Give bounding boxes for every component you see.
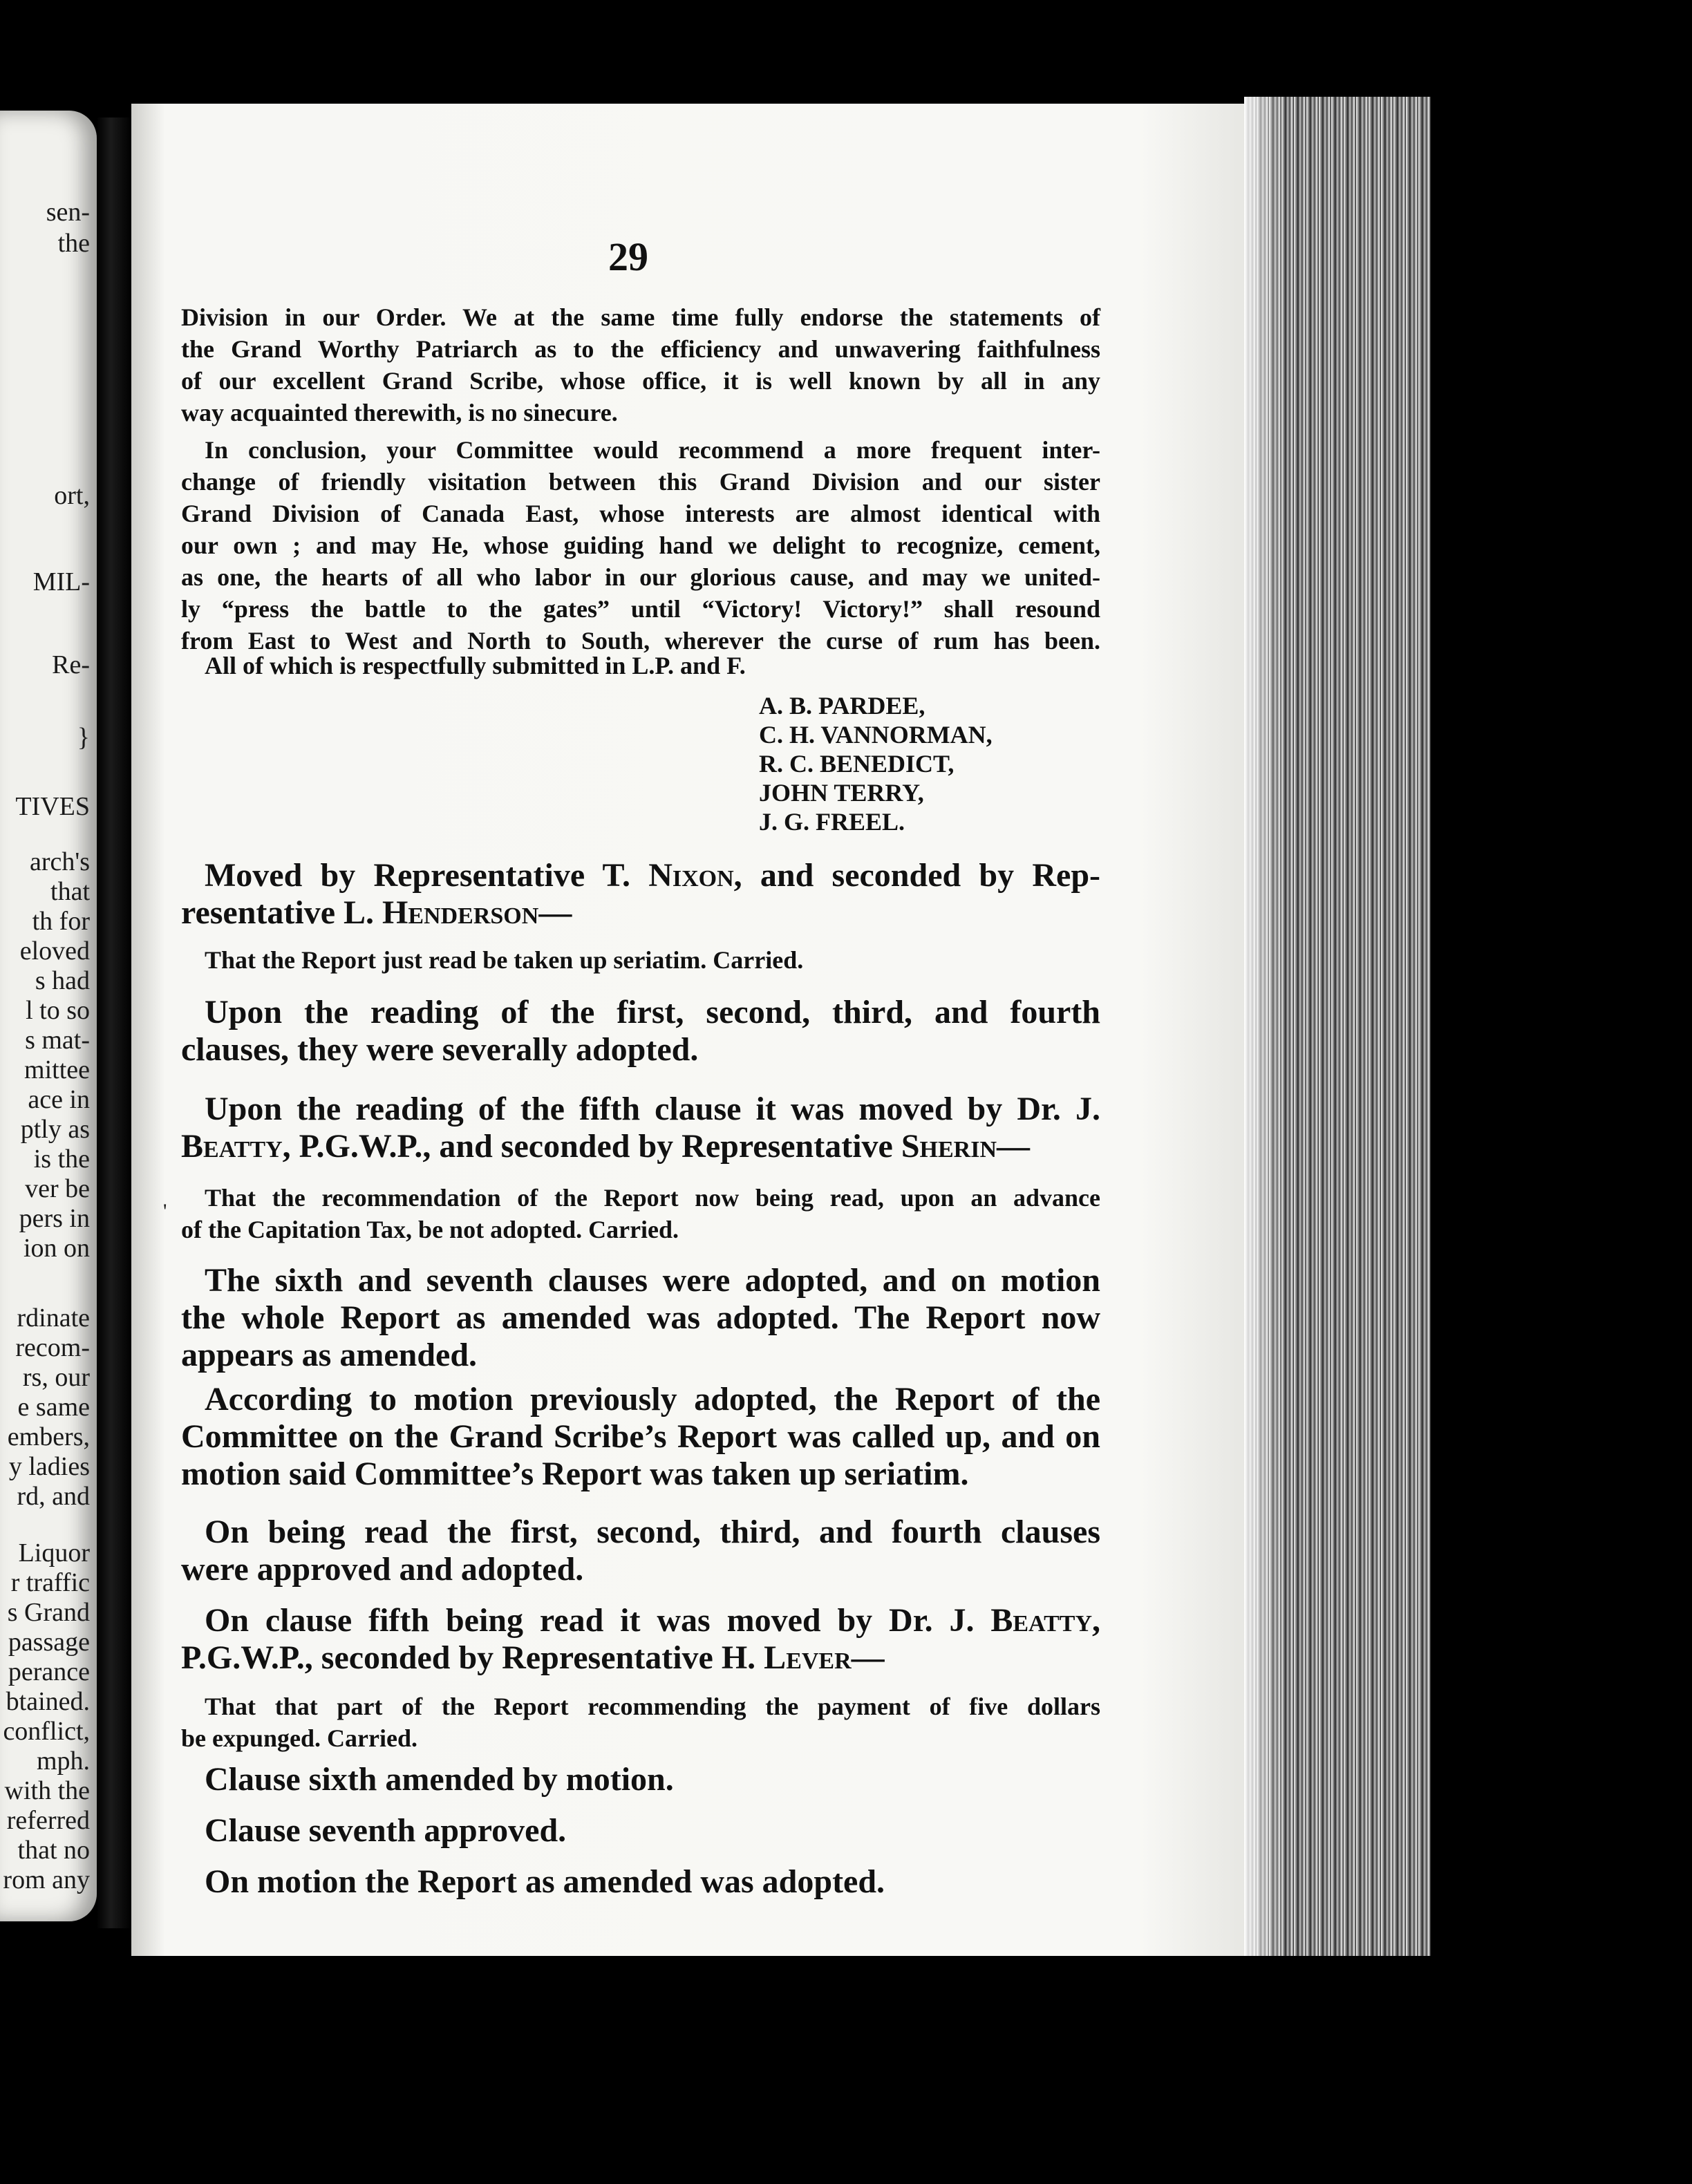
left-page-fragment: e same: [17, 1393, 90, 1422]
left-page-fragment: l to so: [26, 996, 90, 1025]
left-page-fragment: TIVES: [15, 792, 90, 821]
text-line: All of which is respectfully submitted in L.P. and F.: [205, 652, 746, 679]
paragraph-1: [181, 301, 1100, 429]
left-page-fragment: btained.: [6, 1687, 90, 1716]
left-page-fragment: Liquor: [18, 1538, 90, 1568]
text-run: ,: [1092, 1602, 1100, 1639]
name-smallcaps: Beatty: [990, 1602, 1092, 1639]
left-page-fragment: ion on: [23, 1234, 90, 1263]
left-page-fragment: ver be: [25, 1174, 90, 1203]
text-line: our own ; and may He, whose guiding hand we delight to recognize, cement,: [181, 531, 1100, 559]
text-line: Division in our Order. We at the same time fully endorse the statements of: [181, 303, 1100, 331]
text-line: [181, 894, 1100, 932]
left-page-fragment: ort,: [54, 481, 90, 510]
text-run: —: [538, 894, 572, 931]
left-page-fragment: pers in: [19, 1204, 90, 1233]
text-run: —: [851, 1639, 885, 1676]
left-page-fragment: ace in: [28, 1085, 90, 1114]
text-line: Clause sixth amended by motion.: [205, 1761, 674, 1798]
paragraph-4: [181, 994, 1100, 1069]
resolution-3: [181, 1691, 1100, 1754]
signature-name: C. H. VANNORMAN,: [759, 721, 993, 749]
text-run: , and seconded by Rep-: [733, 857, 1100, 894]
text-line: change of friendly visitation between this Grand Division and our sister: [181, 468, 1100, 496]
paragraph-6: [181, 1262, 1100, 1374]
paragraph-10: [181, 1761, 1100, 1798]
text-line: from East to West and North to South, wherever the curse of rum has been.: [181, 627, 1100, 655]
text-line: Grand Division of Canada East, whose interests are almost identical with: [181, 500, 1100, 527]
left-page-fragment: s had: [35, 966, 90, 995]
paragraph-7: [181, 1381, 1100, 1493]
left-page-fragment: }: [77, 723, 90, 752]
left-page-fragment: th for: [32, 907, 90, 936]
left-page-fragment: recom-: [15, 1333, 90, 1362]
left-page-fragment: embers,: [7, 1422, 90, 1451]
name-smallcaps: Beatty: [181, 1128, 283, 1165]
resolution-2: [181, 1182, 1100, 1245]
left-page-fragment: rd, and: [17, 1482, 90, 1511]
left-page-fragment: that no: [17, 1836, 90, 1865]
signature-name: A. B. PARDEE,: [759, 692, 925, 719]
left-page-fragment: mittee: [24, 1055, 90, 1084]
text-line: motion said Committee’s Report was taken up seriatim.: [181, 1456, 969, 1492]
left-page-fragment: y ladies: [8, 1452, 90, 1481]
left-page-fragment: referred: [6, 1806, 90, 1835]
name-smallcaps: Nixon: [648, 857, 734, 894]
left-page-fragment: the: [57, 229, 90, 258]
left-page-fragment: passage: [8, 1628, 90, 1657]
paragraph-2: [181, 434, 1100, 657]
paragraph-11: [181, 1812, 1100, 1849]
text-line: In conclusion, your Committee would recommend a more frequent inter-: [205, 436, 1100, 464]
text-line: Committee on the Grand Scribe’s Report was called up, and on: [181, 1418, 1100, 1455]
text-line: as one, the hearts of all who labor in our glorious cause, and may we united-: [181, 563, 1100, 591]
text-line: of the Capitation Tax, be not adopted. Carried.: [181, 1216, 679, 1243]
text-run: —: [997, 1128, 1031, 1165]
left-page-fragment: conflict,: [3, 1717, 90, 1746]
motion-1: [181, 857, 1100, 932]
name-smallcaps: Lever: [764, 1639, 852, 1676]
submitted-line: [181, 650, 1100, 681]
signature-name: J. G. FREEL.: [759, 808, 905, 836]
left-page-fragment: ptly as: [20, 1115, 90, 1144]
text-line: be expunged. Carried.: [181, 1724, 417, 1752]
text-line: ly “press the battle to the gates” until “Victory! Victory!” shall resound: [181, 595, 1100, 623]
text-line: of our excellent Grand Scribe, whose office, it is well known by all in any: [181, 367, 1100, 395]
left-page-fragment: perance: [8, 1657, 90, 1686]
left-facing-page: [0, 111, 97, 1921]
text-line: Upon the reading of the fifth clause it was moved by Dr. J.: [205, 1091, 1100, 1127]
text-line: the Grand Worthy Patriarch as to the efficiency and unwavering faithfulness: [181, 335, 1100, 363]
left-page-fragment: MIL-: [32, 567, 90, 596]
left-page-fragment: rom any: [3, 1865, 90, 1894]
text-line: appears as amended.: [181, 1337, 478, 1373]
text-line: were approved and adopted.: [181, 1551, 584, 1588]
text-line: That the Report just read be taken up seriatim. Carried.: [205, 946, 804, 974]
left-page-fragment: mph.: [36, 1747, 90, 1776]
text-run: resentative L.: [181, 894, 383, 931]
name-smallcaps: Sherin: [901, 1128, 997, 1165]
signature-name: JOHN TERRY,: [759, 779, 924, 807]
text-run: On clause fifth being read it was moved by Dr. J.: [205, 1602, 991, 1639]
text-line: [181, 1128, 1100, 1165]
text-line: [181, 857, 1100, 894]
text-run: Moved by Representative T.: [205, 857, 649, 894]
text-line: On being read the first, second, third, and fourth clauses: [205, 1514, 1100, 1550]
margin-mark: ': [163, 1200, 167, 1223]
text-line: Clause seventh approved.: [205, 1812, 567, 1849]
left-page-fragment: s mat-: [25, 1026, 90, 1055]
text-run: P.G.W.P., seconded by Representative H.: [181, 1639, 764, 1676]
text-line: way acquainted therewith, is no sinecure.: [181, 399, 618, 426]
left-page-fragment: arch's: [29, 847, 90, 876]
text-line: the whole Report as amended was adopted. The Report now: [181, 1299, 1100, 1336]
left-page-fragment: rdinate: [17, 1303, 90, 1333]
text-line: On motion the Report as amended was adopted.: [205, 1863, 885, 1900]
left-page-fragment: sen-: [46, 198, 90, 227]
signature-name: R. C. BENEDICT,: [759, 750, 955, 778]
left-page-fragment: eloved: [19, 936, 90, 966]
left-page-fragment: s Grand: [7, 1598, 90, 1627]
page-number: 29: [608, 234, 648, 279]
book-gutter: [97, 117, 131, 1928]
paragraph-8: [181, 1514, 1100, 1588]
text-line: The sixth and seventh clauses were adopted, and on motion: [205, 1262, 1100, 1299]
text-run: , P.G.W.P., and seconded by Representative: [282, 1128, 901, 1165]
text-line: That that part of the Report recommending the payment of five dollars: [205, 1693, 1100, 1720]
name-smallcaps: Henderson: [382, 894, 539, 931]
left-page-fragment: is the: [33, 1145, 90, 1174]
signature-block: [759, 691, 993, 836]
left-page-fragment: that: [50, 877, 90, 906]
paragraph-5: [181, 1091, 1100, 1165]
page-edge-highlight: [1244, 97, 1286, 1956]
text-line: According to motion previously adopted, the Report of the: [205, 1381, 1100, 1418]
text-line: That the recommendation of the Report now being read, upon an advance: [205, 1184, 1100, 1212]
resolution-1: [181, 944, 1100, 976]
paragraph-9: [181, 1602, 1100, 1677]
left-page-fragment: r traffic: [10, 1568, 90, 1597]
text-line: Upon the reading of the first, second, third, and fourth: [205, 994, 1100, 1030]
left-page-fragment: Re-: [52, 650, 90, 679]
text-line: clauses, they were severally adopted.: [181, 1031, 699, 1068]
left-page-fragment: rs, our: [22, 1363, 90, 1392]
paragraph-12: [181, 1863, 1100, 1901]
text-line: [181, 1639, 1100, 1677]
left-page-fragment: with the: [4, 1776, 90, 1805]
text-line: [181, 1602, 1100, 1639]
